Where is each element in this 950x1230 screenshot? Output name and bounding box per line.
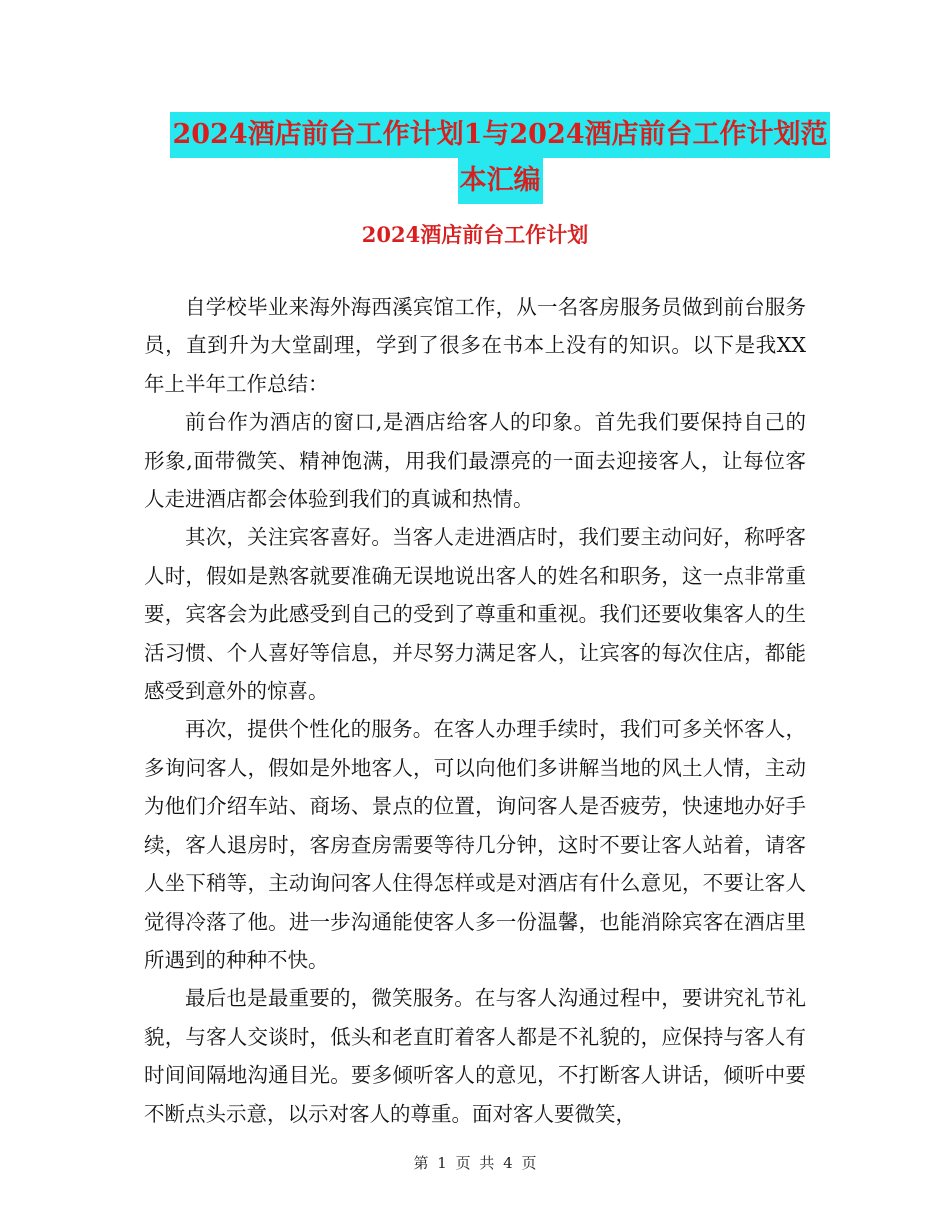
paragraph: 最后也是最重要的，微笑服务。在与客人沟通过程中，要讲究礼节礼貌，与客人交谈时，低头和老直盯着客人都是不礼貌的，应保持与客人有时间间隔地沟通目光。要多倾听客人的意见，不打断客人讲话，倾听中要不断点头示意，以示对客人的尊重。面对客人要微笑， (144, 986, 806, 1126)
paragraph: 前台作为酒店的窗口,是酒店给客人的印象。首先我们要保持自己的形象,面带微笑、精神饱满，用我们最漂亮的一面去迎接客人，让每位客人走进酒店都会体验到我们的真诚和热情。 (144, 410, 806, 512)
section-heading: 2024酒店前台工作计划 (361, 222, 589, 247)
paragraph: 其次，关注宾客喜好。当客人走进酒店时，我们要主动问好，称呼客人时，假如是熟客就要准确无误地说出客人的姓名和职务，这一点非常重要，宾客会为此感受到自己的受到了尊重和重视。我们还要收集客人的生活习惯、个人喜好等信息，并尽努力满足客人，让宾客的每次住店，都能感受到意外的惊喜。 (144, 525, 806, 704)
document-title (140, 112, 860, 204)
paragraph: 自学校毕业来海外海西溪宾馆工作，从一名客房服务员做到前台服务员，直到升为大堂副理，学到了很多在书本上没有的知识。以下是我XX年上半年工作总结： (144, 295, 806, 396)
paragraph: 再次，提供个性化的服务。在客人办理手续时，我们可多关怀客人，多询问客人，假如是外地客人，可以向他们多讲解当地的风土人情，主动为他们介绍车站、商场、景点的位置，询问客人是否疲劳，快速地办好手续，客人退房时，客房查房需要等待几分钟，这时不要让客人站着，请客人坐下稍等，主动询问客人住得怎样或是对酒店有什么意见，不要让客人觉得冷落了他。进一步沟通能使客人多一份温馨，也能消除宾客在酒店里所遇到的种种不快。 (144, 717, 806, 972)
title-line-1: 2024酒店前台工作计划1与2024酒店前台工作计划范 (170, 112, 829, 158)
page-footer: 第 1 页 共 4 页 (413, 1154, 537, 1172)
document-body (144, 288, 806, 1133)
title-line-2: 本汇编 (458, 158, 543, 204)
